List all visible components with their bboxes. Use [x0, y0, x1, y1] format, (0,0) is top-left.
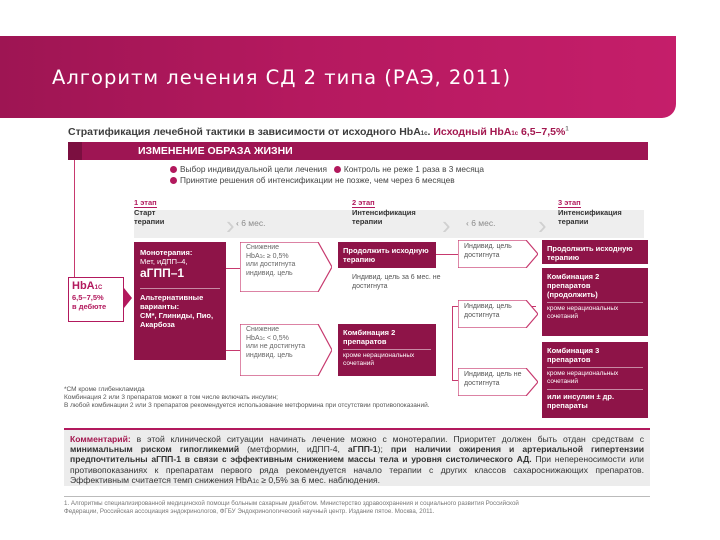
initial-ref: 1	[565, 126, 569, 133]
bullet-text: Выбор индивидуальной цели лечения	[180, 164, 327, 174]
algorithm-figure	[60, 122, 656, 532]
chevron-right-icon: ›	[538, 210, 547, 240]
not-reached-note	[352, 274, 442, 291]
bullet-row-1	[170, 164, 484, 175]
continue-therapy-box	[338, 242, 436, 268]
combo3-extra: или инсулин ± др. препараты	[547, 392, 615, 410]
interval-1: ‹ 6 мес.	[236, 218, 266, 228]
cond-down-l5: индивид. цель	[246, 351, 293, 359]
title-banner	[0, 36, 676, 118]
reached-text-1: Индивид. цель достигнута	[464, 243, 512, 259]
combo2-cont-title: Комбинация 2 препаратов (продолжить)	[547, 272, 600, 299]
comment-p4: аГПП-1	[347, 444, 378, 455]
mono-drugs: Мет, иДПП–4,	[140, 257, 188, 266]
stratification-sub: 1c	[420, 131, 428, 137]
footnote-2: Комбинация 2 или 3 препаратов может в том числе включать инсулин;	[64, 394, 278, 401]
continue-therapy-box-3	[542, 240, 648, 264]
bullet-row-2	[170, 175, 484, 186]
connector-line	[452, 306, 453, 380]
reached-text-2: Индивид. цель достигнута	[464, 303, 512, 319]
bullet-icon	[334, 166, 341, 173]
cond-down-sub: 1c	[259, 335, 265, 342]
cond-up-l2: HbA	[246, 252, 260, 260]
stage-2-name: Интенсификация терапии	[352, 208, 416, 226]
lifestyle-label: ИЗМЕНЕНИЕ ОБРАЗА ЖИЗНИ	[138, 145, 293, 157]
not-reached-text: Индивид. цель за 6 мес. не достигнута	[352, 274, 441, 290]
footnotes	[64, 386, 430, 410]
footnote-1: *СМ кроме глибенкламида	[64, 386, 145, 393]
bullet-icon	[170, 177, 177, 184]
comment-label: Комментарий:	[70, 434, 131, 444]
not-reached-text-2: Индивид. цель не достигнута	[464, 371, 522, 387]
reached-note-2	[464, 303, 528, 320]
lifestyle-bar	[68, 142, 648, 160]
mono-divider	[140, 288, 220, 289]
cond-down-l2: HbA	[246, 334, 260, 342]
stage-3	[558, 198, 622, 226]
stage-bar	[134, 198, 644, 240]
hba-range: 6,5–7,5%	[72, 293, 104, 302]
lifestyle-bullets	[170, 164, 484, 185]
reached-note-1	[464, 243, 528, 260]
cond-down-l4: или не достигнута	[246, 343, 306, 350]
stage-1-name: Старт терапии	[134, 208, 165, 226]
comment-p7-sub: 1c	[252, 478, 259, 485]
mono-title: Монотерапия:	[140, 248, 193, 257]
interval-2: ‹ 6 мес.	[466, 218, 496, 228]
mono-alt-title: Альтернативные варианты:	[140, 293, 204, 311]
lifestyle-corner	[68, 142, 82, 160]
chevron-right-icon: ›	[442, 210, 451, 240]
not-reached-note-2	[464, 371, 528, 388]
reference-divider	[64, 496, 650, 497]
hba-sub: 1C	[94, 285, 103, 291]
stage-3-number: 3 этап	[558, 198, 581, 207]
comment-p6: при наличии ожирения и артериальной гипертензии предпочтительны аГПП-1 в связи с эффективным снижением массы тела и уровня систолического АД.	[70, 444, 645, 465]
stage-1	[134, 198, 164, 226]
reference-line-1: 1. Алгоритмы специализированной медицинской помощи больным сахарным диабетом. Министерство здравоохранения и социального развития Российской	[64, 500, 519, 507]
reference	[64, 500, 519, 516]
stratification-heading: Стратификация лечебной тактики в зависимости от исходного HbA1c. Исходный HbA1c 6,5–7,5%$^1$	[68, 126, 569, 138]
continue-3-label: Продолжить исходную терапию	[547, 244, 633, 262]
stage-2	[352, 198, 416, 226]
hba-name: HbA	[72, 280, 95, 292]
stage-3-name: Интенсификация терапии	[558, 208, 622, 226]
combo2-cont-note: кроме нерациональных сочетаний	[547, 305, 619, 320]
initial-range: 6,5–7,5%	[520, 126, 566, 138]
initial-sub: 1c	[511, 131, 519, 137]
combo2-cont-divider	[547, 302, 643, 303]
cond-up-l3: ≥ 0,5%	[266, 252, 289, 260]
arrow-right-icon	[124, 288, 132, 308]
combo3-divider	[547, 367, 643, 368]
combo3-box	[542, 342, 648, 418]
connector-line	[74, 160, 75, 278]
comment-box	[64, 428, 650, 486]
monotherapy-box	[134, 242, 226, 360]
connector-line	[226, 268, 240, 269]
mono-alt-drugs: СМ*, Глиниды, Пио, Акарбоза	[140, 311, 214, 329]
combo2-box	[338, 324, 436, 376]
comment-p7: При непереносимости или противопоказаниях к препаратам первого ряда рекомендуется начало терапии с других классов сахароснижающих препаратов. Эффективным считается темп снижения HbA	[70, 454, 644, 485]
combo3-title: Комбинация 3 препаратов	[547, 346, 600, 364]
cond-down-l3: < 0,5%	[266, 334, 289, 342]
hba-note: в дебюте	[72, 302, 107, 311]
bullet-icon	[170, 166, 177, 173]
mono-glp: аГПП–1	[140, 266, 185, 280]
bullet-text: Контроль не реже 1 раза в 3 месяца	[343, 164, 485, 174]
combo3-divider-2	[547, 389, 643, 390]
comment-p3: (метформин, иДПП-4,	[239, 444, 348, 455]
combo2-divider	[343, 349, 431, 350]
interval-1-text: 6 мес.	[241, 218, 266, 228]
comment-p8: ≥ 0,5% за 6 мес. наблюдения.	[258, 474, 381, 485]
continue-label: Продолжить исходную терапию	[343, 246, 429, 264]
interval-2-text: 6 мес.	[471, 218, 496, 228]
cond-down	[246, 326, 305, 360]
cond-down-l1: Снижение	[246, 326, 280, 333]
cond-up-sub: 1c	[259, 253, 265, 260]
stratification-text: Стратификация лечебной тактики в зависимости от исходного HbA	[68, 126, 421, 138]
comment-p2: минимальным риском гипогликемий	[70, 444, 240, 455]
combo3-note: кроме нерациональных сочетаний	[547, 370, 619, 385]
reference-line-2: Федерации, Российская ассоциация эндокринологов, ФГБУ Эндокринологический научный центр. Издание пятое. Москва, 2011.	[64, 508, 435, 515]
comment-p5: );	[377, 444, 391, 455]
initial-text: Исходный HbA	[433, 126, 512, 138]
stage-1-number: 1 этап	[134, 198, 157, 207]
comment-p1: в этой клинической ситуации начинать лечение можно с монотерапии. Приоритет должен быть отдан средствам с	[130, 434, 644, 444]
combo2-note: кроме нерациональных сочетаний	[343, 352, 415, 367]
combo2-title: Комбинация 2 препаратов	[343, 328, 396, 346]
cond-up-l5: индивид. цель	[246, 269, 293, 277]
chevron-right-icon: ›	[226, 210, 235, 240]
hba1c-box	[68, 277, 124, 322]
cond-up-l1: Снижение	[246, 244, 280, 251]
connector-line	[226, 350, 240, 351]
bullet-text: Принятие решения об интенсификации не позже, чем через 6 месяцев	[180, 174, 455, 185]
footnote-3: В любой комбинации 2 или 3 препаратов рекомендуется использование метформина при отсутствии противопоказаний.	[64, 402, 430, 409]
slide-title: Алгоритм лечения СД 2 типа (РАЭ, 2011)	[52, 66, 512, 89]
cond-up	[246, 244, 295, 278]
combo2-continue-box	[542, 268, 648, 336]
cond-up-l4: или достигнута	[246, 261, 296, 268]
stage-2-number: 2 этап	[352, 198, 375, 207]
